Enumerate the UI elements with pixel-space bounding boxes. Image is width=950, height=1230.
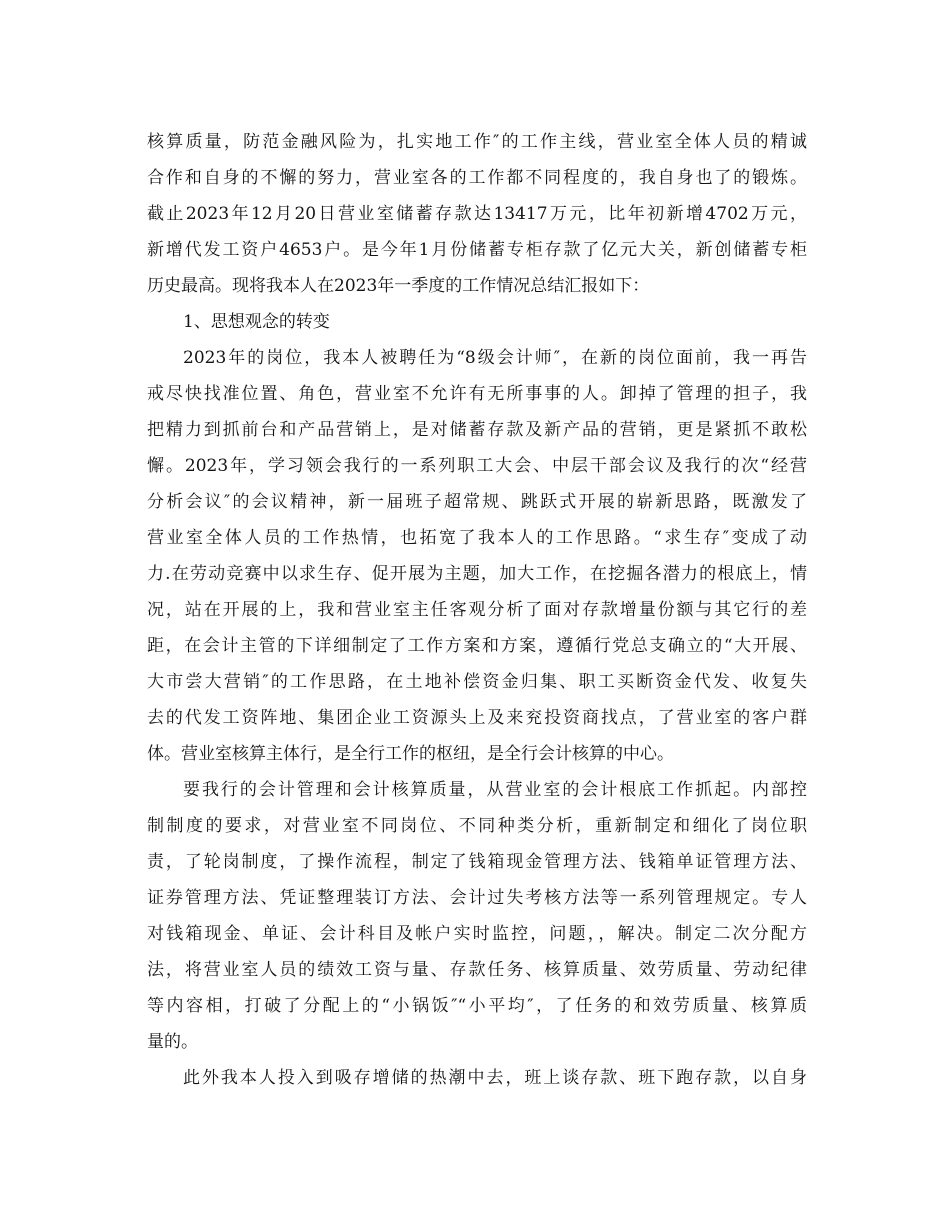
text-line: 对钱箱现金、单证、会计科目及帐户实时监控，问题，，解决。制定二次分配方 <box>147 924 807 944</box>
text-line: 此外我本人投入到吸存增储的热潮中去，班上谈存款、班下跑存款，以自身 <box>183 1068 807 1088</box>
section-heading: 1、思想观念的转变 <box>183 312 330 332</box>
text-line: 距，在会计主管的下详细制定了工作方案和方案，遵循行党总支确立的“大开展、 <box>147 636 807 656</box>
text-line: 营业室全体人员的工作热情，也拓宽了我本人的工作思路。“求生存″变成了动 <box>147 528 807 548</box>
text-line: 戒尽快找准位置、角色，营业室不允许有无所事事的人。卸掉了管理的担子，我 <box>147 384 807 404</box>
text-line: 法，将营业室人员的绩效工资与量、存款任务、核算质量、效劳质量、劳动纪律 <box>147 960 807 980</box>
text-line: 懈。2023年，学习领会我行的一系列职工大会、中层干部会议及我行的次“经营 <box>147 456 807 476</box>
text-line: 力.在劳动竞赛中以求生存、促开展为主题，加大工作，在挖掘各潜力的根底上，情 <box>147 564 807 584</box>
text-line: 大市尝大营销″的工作思路，在土地补偿资金归集、职工买断资金代发、收复失 <box>147 672 807 692</box>
text-line: 体。营业室核算主体行，是全行工作的枢纽，是全行会计核算的中心。 <box>147 744 674 764</box>
text-line: 新增代发工资户4653户。是今年1月份储蓄专柜存款了亿元大关，新创储蓄专柜 <box>147 240 807 260</box>
text-line: 责，了轮岗制度，了操作流程，制定了钱箱现金管理方法、钱箱单证管理方法、 <box>147 852 807 872</box>
document-body <box>147 124 807 1096</box>
text-line: 要我行的会计管理和会计核算质量，从营业室的会计根底工作抓起。内部控 <box>183 780 807 800</box>
text-line: 历史最高。现将我本人在2023年一季度的工作情况总结汇报如下： <box>147 276 650 296</box>
text-line: 合作和自身的不懈的努力，营业室各的工作都不同程度的，我自身也了的锻炼。 <box>147 168 807 188</box>
text-line: 等内容相，打破了分配上的“小锅饭″“小平均″，了任务的和效劳质量、核算质 <box>147 996 807 1016</box>
text-line: 制制度的要求，对营业室不同岗位、不同种类分析，重新制定和细化了岗位职 <box>147 816 807 836</box>
text-line: 量的。 <box>147 1032 198 1052</box>
text-line: 截止2023年12月20日营业室储蓄存款达13417万元，比年初新增4702万元， <box>147 204 807 224</box>
text-line: 分析会议″的会议精神，新一届班子超常规、跳跃式开展的崭新思路，既激发了 <box>147 492 807 512</box>
text-line: 况，站在开展的上，我和营业室主任客观分析了面对存款增量份额与其它行的差 <box>147 600 807 620</box>
text-line: 2023年的岗位，我本人被聘任为“8级会计师″，在新的岗位面前，我一再告 <box>183 348 807 368</box>
text-line: 去的代发工资阵地、集团企业工资源头上及来兖投资商找点，了营业室的客户群 <box>147 708 807 728</box>
text-line: 证券管理方法、凭证整理装订方法、会计过失考核方法等一系列管理规定。专人 <box>147 888 807 908</box>
text-line: 把精力到抓前台和产品营销上，是对储蓄存款及新产品的营销，更是紧抓不敢松 <box>147 420 807 440</box>
text-line: 核算质量，防范金融风险为，扎实地工作″的工作主线，营业室全体人员的精诚 <box>147 132 807 152</box>
